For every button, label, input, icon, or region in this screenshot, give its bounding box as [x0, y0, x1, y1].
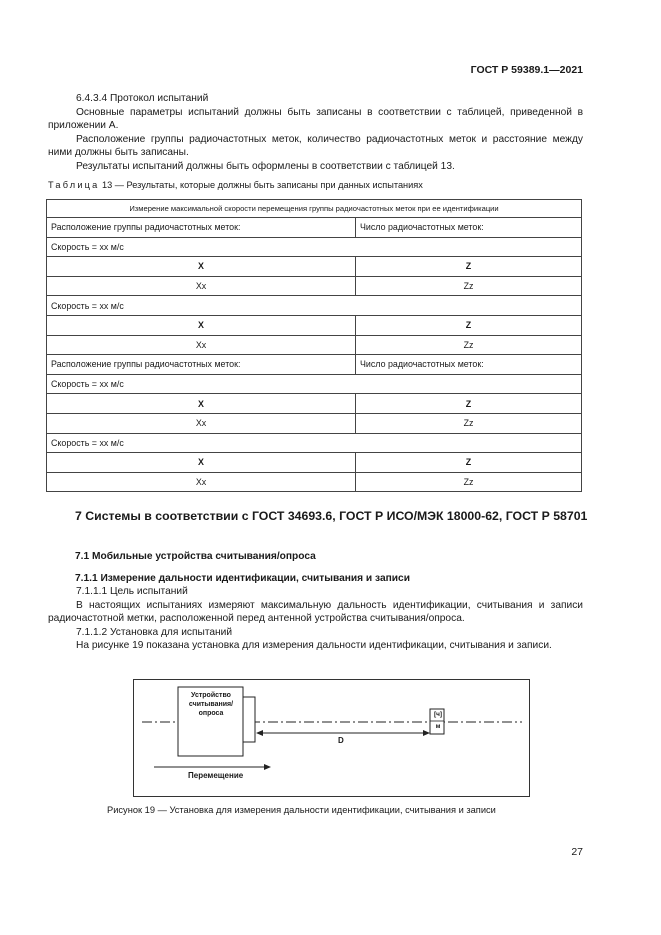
section-7-1-1-title: 7.1.1 Измерение дальности идентификации, считывания и записи: [75, 573, 410, 584]
movement-arrow-head: [264, 764, 271, 770]
subsection-heading: 7.1.1.2 Установка для испытаний: [76, 626, 233, 638]
intro-block: [48, 92, 583, 174]
x-value-cell: Xx: [47, 413, 356, 433]
table-caption-label: Таблица: [48, 180, 100, 190]
x-value-cell: Xx: [47, 276, 356, 296]
tag-count-cell: Число радиочастотных меток:: [356, 218, 582, 238]
table-row: [47, 296, 582, 316]
table-row: [47, 394, 582, 414]
table-header-row: [47, 200, 582, 218]
speed-cell: Скорость = хх м/с: [47, 237, 582, 257]
table-row: [47, 472, 582, 492]
reader-device-label: Устройство считывания/ опроса: [188, 692, 234, 717]
speed-cell: Скорость = хх м/с: [47, 374, 582, 394]
speed-cell: Скорость = хх м/с: [47, 296, 582, 316]
movement-label: Перемещение: [188, 771, 244, 780]
z-value-cell: Zz: [356, 276, 582, 296]
col-x-header: X: [47, 315, 356, 335]
tag-bottom-label: м: [435, 723, 441, 730]
distance-label: D: [338, 736, 344, 745]
table-row: [47, 433, 582, 453]
x-value-cell: Xx: [47, 335, 356, 355]
page-number: 27: [571, 846, 583, 858]
subsection-heading: 7.1.1.1 Цель испытаний: [76, 586, 188, 597]
col-x-header: X: [47, 257, 356, 277]
figure-19: [133, 679, 530, 797]
col-x-header: X: [47, 453, 356, 473]
col-z-header: Z: [356, 257, 582, 277]
paragraph: Результаты испытаний должны быть оформлены в соответствии с таблицей 13.: [76, 160, 455, 172]
reader-antenna: [243, 697, 255, 742]
table-row: [47, 355, 582, 375]
tag-count-cell: Число радиочастотных меток:: [356, 355, 582, 375]
group-location-cell: Расположение группы радиочастотных меток:: [47, 218, 356, 238]
table-caption-text: 13 — Результаты, которые должны быть записаны при данных испытаниях: [99, 180, 423, 190]
x-value-cell: Xx: [47, 472, 356, 492]
table-row: [47, 413, 582, 433]
paragraph: Основные параметры испытаний должны быть записаны в соответствии с таблицей, приведенной в приложении А.: [48, 106, 583, 132]
table-row: [47, 276, 582, 296]
z-value-cell: Zz: [356, 472, 582, 492]
subsection-heading: 6.4.3.4 Протокол испытаний: [76, 93, 209, 104]
tag-top-label: [ч]: [433, 711, 443, 718]
figure-caption: Рисунок 19 — Установка для измерения дальности идентификации, считывания и записи: [107, 805, 496, 815]
distance-arrow-left-head: [256, 730, 263, 736]
section-7-1-title: 7.1 Мобильные устройства считывания/опроса: [75, 551, 316, 562]
table-row: [47, 374, 582, 394]
table-row: [47, 335, 582, 355]
document-header: ГОСТ Р 59389.1—2021: [470, 64, 583, 76]
section-7-title: 7 Системы в соответствии с ГОСТ 34693.6, ГОСТ Р ИСО/МЭК 18000-62, ГОСТ Р 58701: [75, 509, 588, 523]
col-z-header: Z: [356, 453, 582, 473]
table-row: [47, 237, 582, 257]
distance-arrow-right-head: [423, 730, 430, 736]
table-row: [47, 257, 582, 277]
col-z-header: Z: [356, 394, 582, 414]
table-caption: [48, 180, 423, 190]
section-7-body: [48, 585, 583, 653]
paragraph: В настоящих испытаниях измеряют максимальную дальность идентификации, считывания и записи радиочастотной метки, расположенной перед антенной устройства считывания/опроса.: [48, 599, 583, 625]
speed-cell: Скорость = хх м/с: [47, 433, 582, 453]
table-row: [47, 315, 582, 335]
table-row: [47, 453, 582, 473]
z-value-cell: Zz: [356, 413, 582, 433]
table-row: [47, 218, 582, 238]
col-z-header: Z: [356, 315, 582, 335]
paragraph: На рисунке 19 показана установка для измерения дальности идентификации, считывания и записи.: [76, 640, 552, 652]
paragraph: Расположение группы радиочастотных меток, количество радиочастотных меток и расстояние между ними должны быть записаны.: [48, 133, 583, 159]
group-location-cell: Расположение группы радиочастотных меток:: [47, 355, 356, 375]
results-table: [46, 199, 582, 492]
z-value-cell: Zz: [356, 335, 582, 355]
table-header-cell: Измерение максимальной скорости перемещения группы радиочастотных меток при ее идентификации: [47, 200, 582, 218]
col-x-header: X: [47, 394, 356, 414]
